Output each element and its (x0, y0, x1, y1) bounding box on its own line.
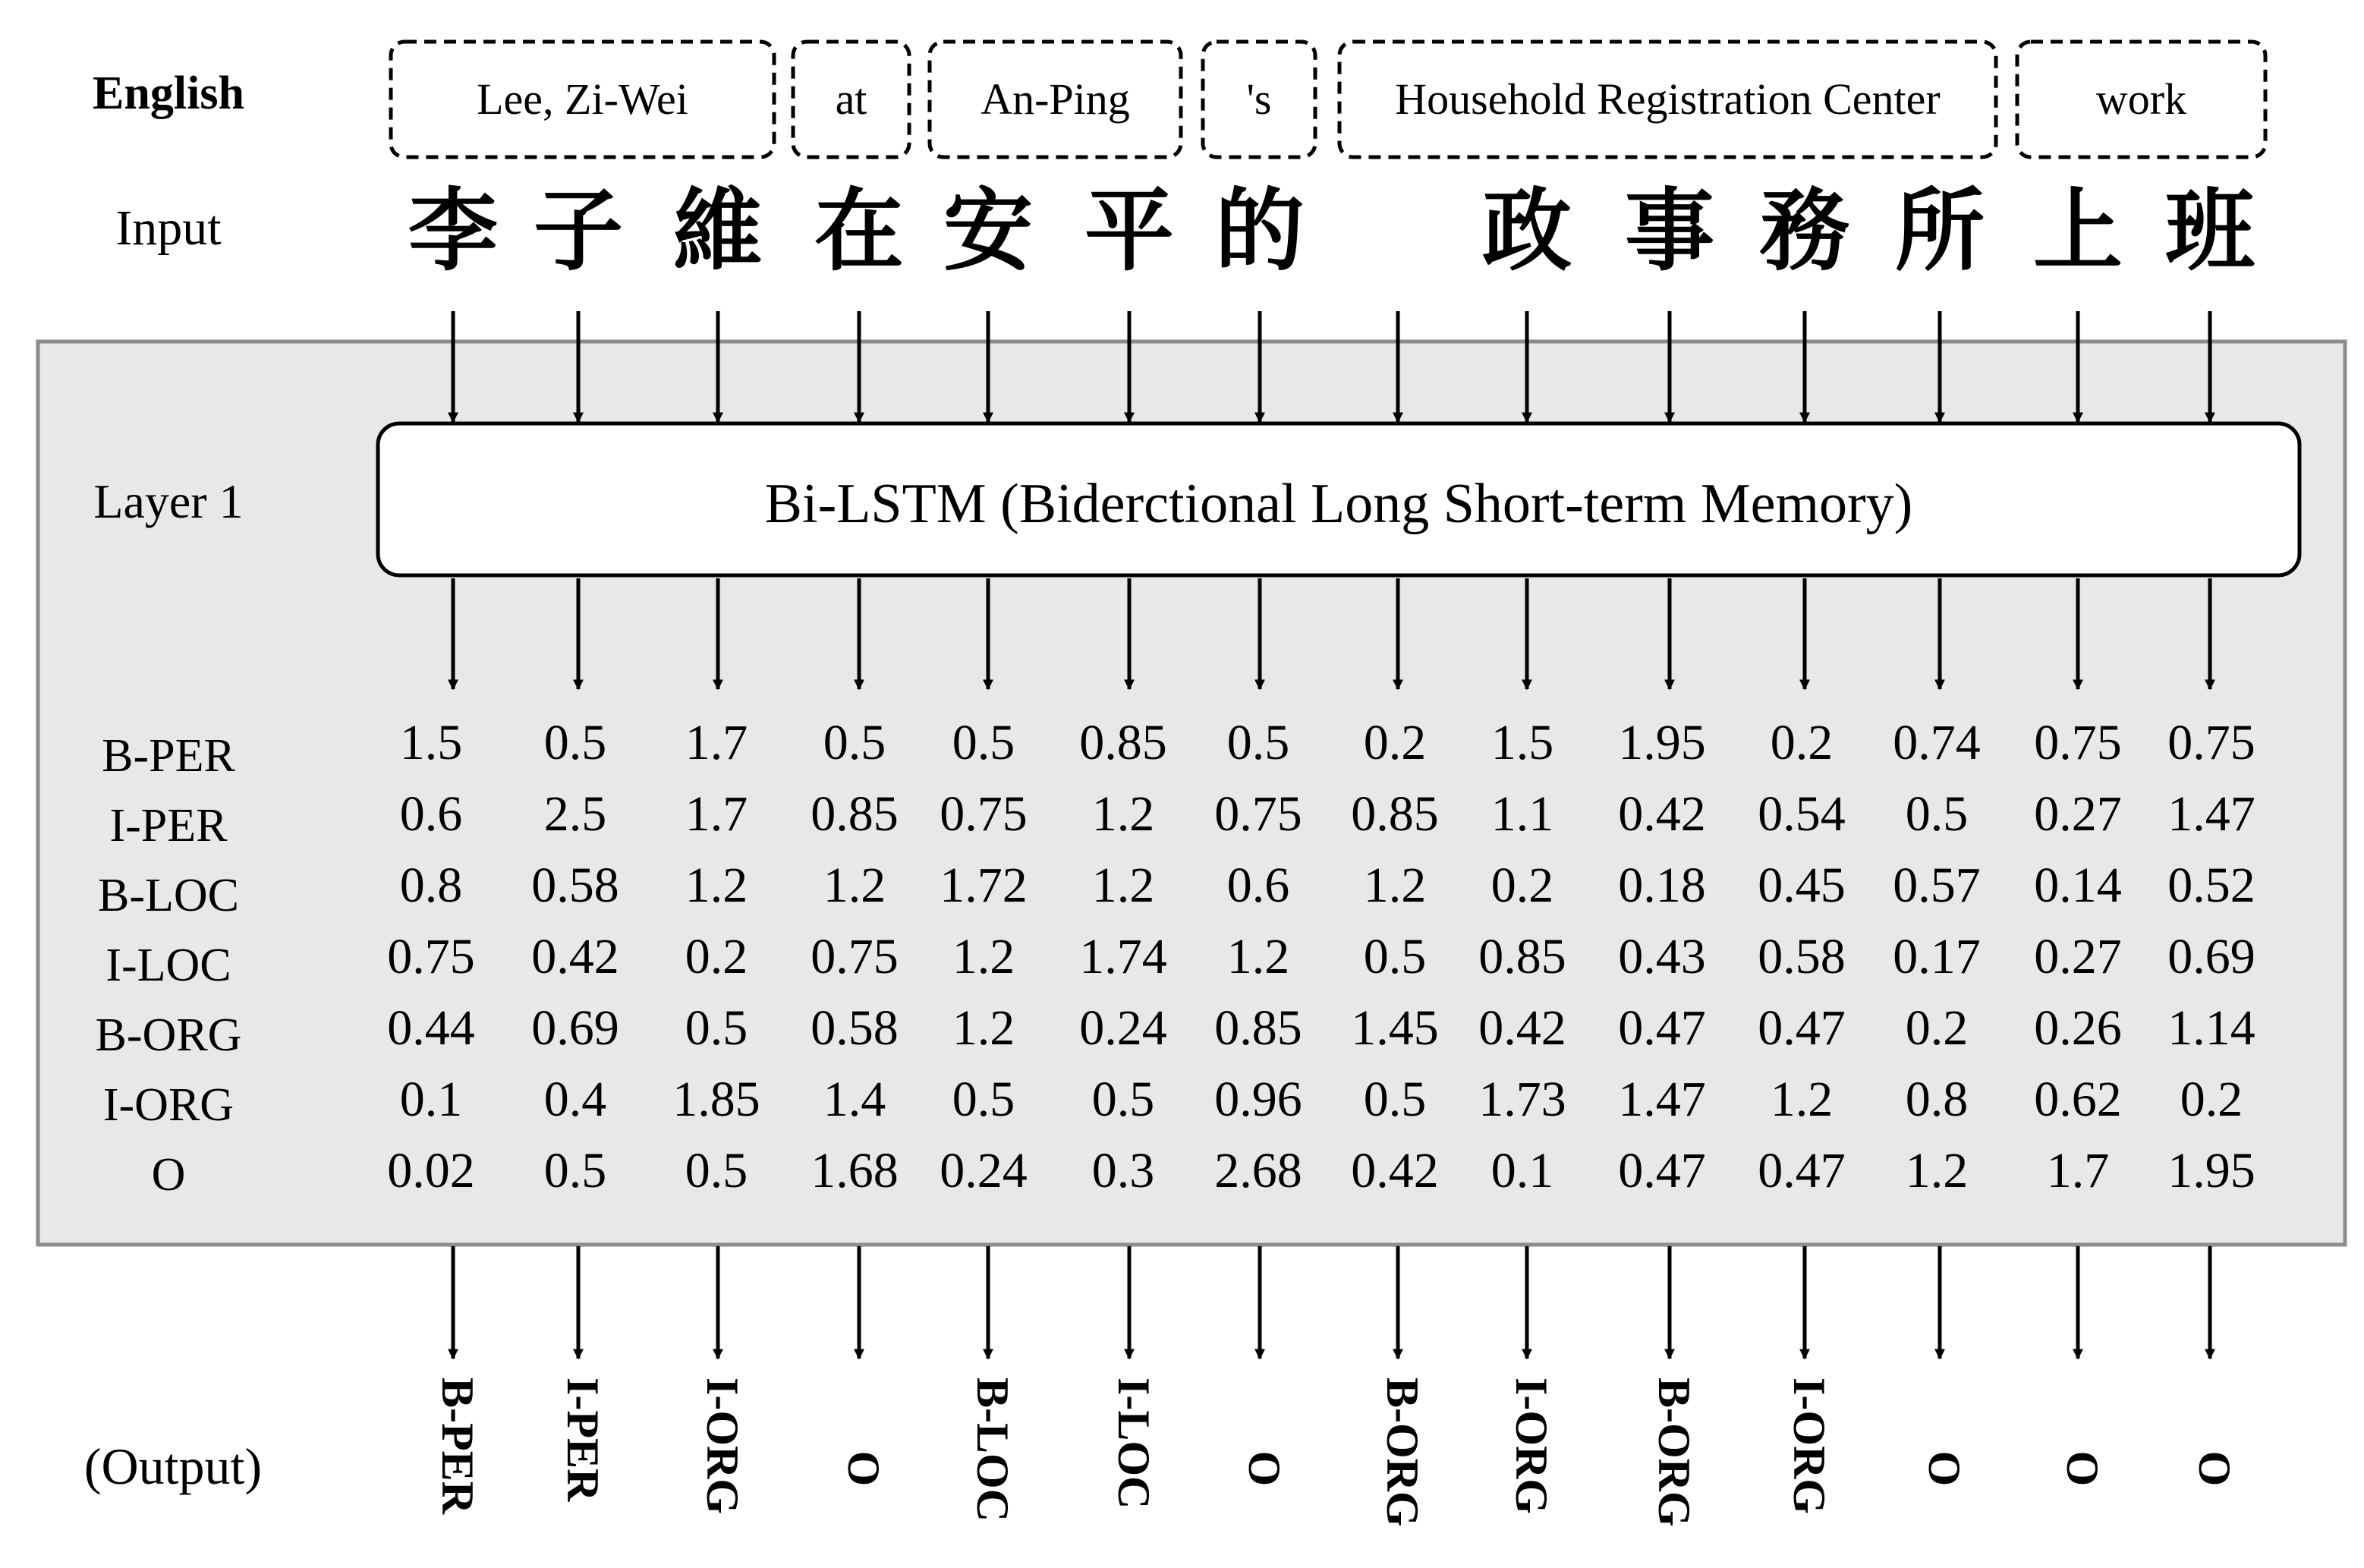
english-phrase: 's (1246, 74, 1272, 124)
score-value: 0.57 (1893, 858, 1981, 913)
output-tag: B-ORG (1649, 1378, 1700, 1527)
score-value: 1.95 (1618, 715, 1706, 770)
output-tag: I-ORG (1506, 1378, 1557, 1514)
score-value: 1.2 (1905, 1143, 1969, 1198)
input-character: 子 (533, 178, 624, 283)
score-value: 1.7 (2046, 1143, 2110, 1198)
score-value: 0.3 (1091, 1143, 1155, 1198)
score-value: 0.5 (952, 715, 1015, 770)
score-value: 1.7 (685, 786, 748, 842)
score-row-label: O (151, 1149, 186, 1201)
score-value: 1.2 (1363, 858, 1427, 913)
score-value: 0.42 (1351, 1143, 1439, 1198)
output-tag: B-PER (433, 1378, 483, 1514)
input-character: 班 (2164, 178, 2255, 283)
score-value: 0.14 (2034, 858, 2122, 913)
score-value: 1.2 (952, 929, 1015, 984)
output-row-label: (Output) (83, 1437, 263, 1495)
score-value: 0.85 (811, 786, 899, 842)
english-phrase: at (835, 74, 867, 124)
score-value: 0.2 (1363, 715, 1427, 770)
score-value: 0.52 (2167, 858, 2255, 913)
score-value: 0.27 (2034, 929, 2122, 984)
score-value: 0.62 (2034, 1072, 2122, 1127)
score-value: 0.47 (1618, 1143, 1706, 1198)
score-value: 0.8 (1905, 1072, 1969, 1127)
input-character: 維 (672, 178, 763, 283)
score-value: 1.95 (2167, 1143, 2255, 1198)
score-value: 1.47 (1618, 1072, 1706, 1127)
score-value: 0.1 (399, 1072, 463, 1127)
score-value: 1.72 (940, 858, 1028, 913)
score-value: 0.2 (1905, 1000, 1969, 1056)
score-value: 0.74 (1893, 715, 1981, 770)
score-value: 0.2 (1490, 858, 1554, 913)
score-value: 0.5 (1905, 786, 1969, 842)
score-value: 0.47 (1758, 1000, 1846, 1056)
output-tag: O (2189, 1450, 2240, 1487)
score-row-labels (96, 730, 242, 1201)
output-tag: O (2057, 1450, 2108, 1487)
output-tag: I-LOC (1109, 1378, 1160, 1510)
english-phrase: An-Ping (981, 74, 1130, 124)
score-value: 0.75 (811, 929, 899, 984)
input-character: 務 (1759, 178, 1850, 283)
output-tag: O (839, 1450, 889, 1487)
output-tag: I-PER (558, 1378, 609, 1502)
score-value: 1.14 (2167, 1000, 2255, 1056)
score-value: 0.5 (685, 1143, 748, 1198)
score-value: 1.45 (1351, 1000, 1439, 1056)
score-value: 0.18 (1618, 858, 1706, 913)
output-tag: B-LOC (968, 1378, 1018, 1522)
score-value: 0.2 (685, 929, 748, 984)
score-row-label: I-ORG (102, 1079, 235, 1131)
english-phrase: Lee, Zi-Wei (477, 74, 688, 124)
score-value: 1.2 (952, 1000, 1015, 1056)
score-value: 0.69 (531, 1000, 619, 1056)
score-value: 0.5 (543, 1143, 607, 1198)
input-character: 在 (814, 178, 905, 283)
input-character: 上 (2032, 178, 2123, 283)
layer1-row-label: Layer 1 (93, 474, 244, 528)
score-value: 1.74 (1079, 929, 1167, 984)
score-value: 1.2 (1091, 858, 1155, 913)
bilstm-label: Bi-LSTM (Biderctional Long Short-term Memory) (764, 473, 1913, 535)
score-value: 0.75 (2034, 715, 2122, 770)
english-phrase: Household Registration Center (1395, 74, 1941, 124)
input-character: 平 (1084, 178, 1175, 283)
score-value: 0.75 (940, 786, 1028, 842)
output-tag: O (1239, 1450, 1290, 1487)
score-value: 0.44 (387, 1000, 475, 1056)
score-value: 0.4 (543, 1072, 607, 1127)
score-value: 0.24 (1079, 1000, 1167, 1056)
input-character: 的 (1214, 178, 1305, 283)
score-value: 0.42 (531, 929, 619, 984)
score-row-label: B-ORG (95, 1009, 242, 1061)
score-value: 0.58 (811, 1000, 899, 1056)
output-tag: O (1919, 1450, 1970, 1487)
score-value: 0.1 (1490, 1143, 1554, 1198)
score-value: 0.43 (1618, 929, 1706, 984)
score-value: 0.75 (1214, 786, 1302, 842)
score-value: 0.5 (1363, 929, 1427, 984)
score-value: 0.6 (399, 786, 463, 842)
score-value: 1.4 (823, 1072, 886, 1127)
score-value: 0.27 (2034, 786, 2122, 842)
input-character: 安 (943, 178, 1034, 283)
score-value: 0.85 (1214, 1000, 1302, 1056)
score-value: 0.85 (1079, 715, 1167, 770)
score-row-label: B-PER (102, 730, 235, 782)
score-value: 0.26 (2034, 1000, 2122, 1056)
score-value: 0.42 (1618, 786, 1706, 842)
output-tag: I-ORG (1784, 1378, 1835, 1514)
score-value: 1.1 (1490, 786, 1554, 842)
score-value: 0.8 (399, 858, 463, 913)
score-value: 1.7 (685, 715, 748, 770)
output-tag: B-ORG (1377, 1378, 1428, 1527)
score-value: 0.96 (1214, 1072, 1302, 1127)
score-value: 1.68 (811, 1143, 899, 1198)
score-value: 0.75 (2167, 715, 2255, 770)
score-value: 0.5 (1226, 715, 1290, 770)
score-row-label: I-LOC (105, 940, 231, 991)
english-phrase: work (2095, 74, 2187, 124)
input-character: 所 (1894, 178, 1985, 283)
input-row-label: Input (115, 200, 222, 256)
score-value: 0.85 (1478, 929, 1566, 984)
english-row-label: English (93, 68, 244, 119)
output-tag: I-ORG (697, 1378, 748, 1514)
score-value: 1.5 (1490, 715, 1554, 770)
score-value: 2.68 (1214, 1143, 1302, 1198)
score-value: 0.54 (1758, 786, 1846, 842)
score-value: 0.69 (2167, 929, 2255, 984)
score-value: 0.2 (2180, 1072, 2243, 1127)
score-value: 1.2 (1091, 786, 1155, 842)
score-value: 1.73 (1478, 1072, 1566, 1127)
input-characters (408, 178, 2255, 283)
input-character: 李 (408, 178, 499, 283)
score-value: 1.2 (685, 858, 748, 913)
score-value: 0.5 (685, 1000, 748, 1056)
score-value: 0.45 (1758, 858, 1846, 913)
score-value: 1.2 (823, 858, 886, 913)
input-character: 事 (1624, 178, 1715, 283)
score-row-label: I-PER (109, 800, 228, 852)
score-value: 0.58 (531, 858, 619, 913)
score-value: 0.5 (952, 1072, 1015, 1127)
score-value: 0.42 (1478, 1000, 1566, 1056)
score-row-label: B-LOC (98, 870, 239, 921)
score-value: 1.2 (1226, 929, 1290, 984)
score-value: 0.24 (940, 1143, 1028, 1198)
score-value: 0.75 (387, 929, 475, 984)
score-value: 0.5 (1363, 1072, 1427, 1127)
score-value: 0.47 (1758, 1143, 1846, 1198)
score-value: 0.5 (543, 715, 607, 770)
score-value: 1.47 (2167, 786, 2255, 842)
score-value: 0.02 (387, 1143, 475, 1198)
score-value: 0.17 (1893, 929, 1981, 984)
score-value: 1.5 (399, 715, 463, 770)
input-character: 政 (1481, 178, 1572, 283)
output-tags (433, 1378, 2240, 1527)
score-value: 0.5 (1091, 1072, 1155, 1127)
score-value: 0.2 (1770, 715, 1834, 770)
english-phrase-boxes (391, 42, 2265, 157)
score-value: 0.58 (1758, 929, 1846, 984)
score-value: 1.85 (672, 1072, 760, 1127)
score-value: 0.85 (1351, 786, 1439, 842)
score-value: 0.5 (823, 715, 886, 770)
score-value: 0.47 (1618, 1000, 1706, 1056)
score-value: 0.6 (1226, 858, 1290, 913)
score-value: 1.2 (1770, 1072, 1834, 1127)
score-value: 2.5 (543, 786, 607, 842)
